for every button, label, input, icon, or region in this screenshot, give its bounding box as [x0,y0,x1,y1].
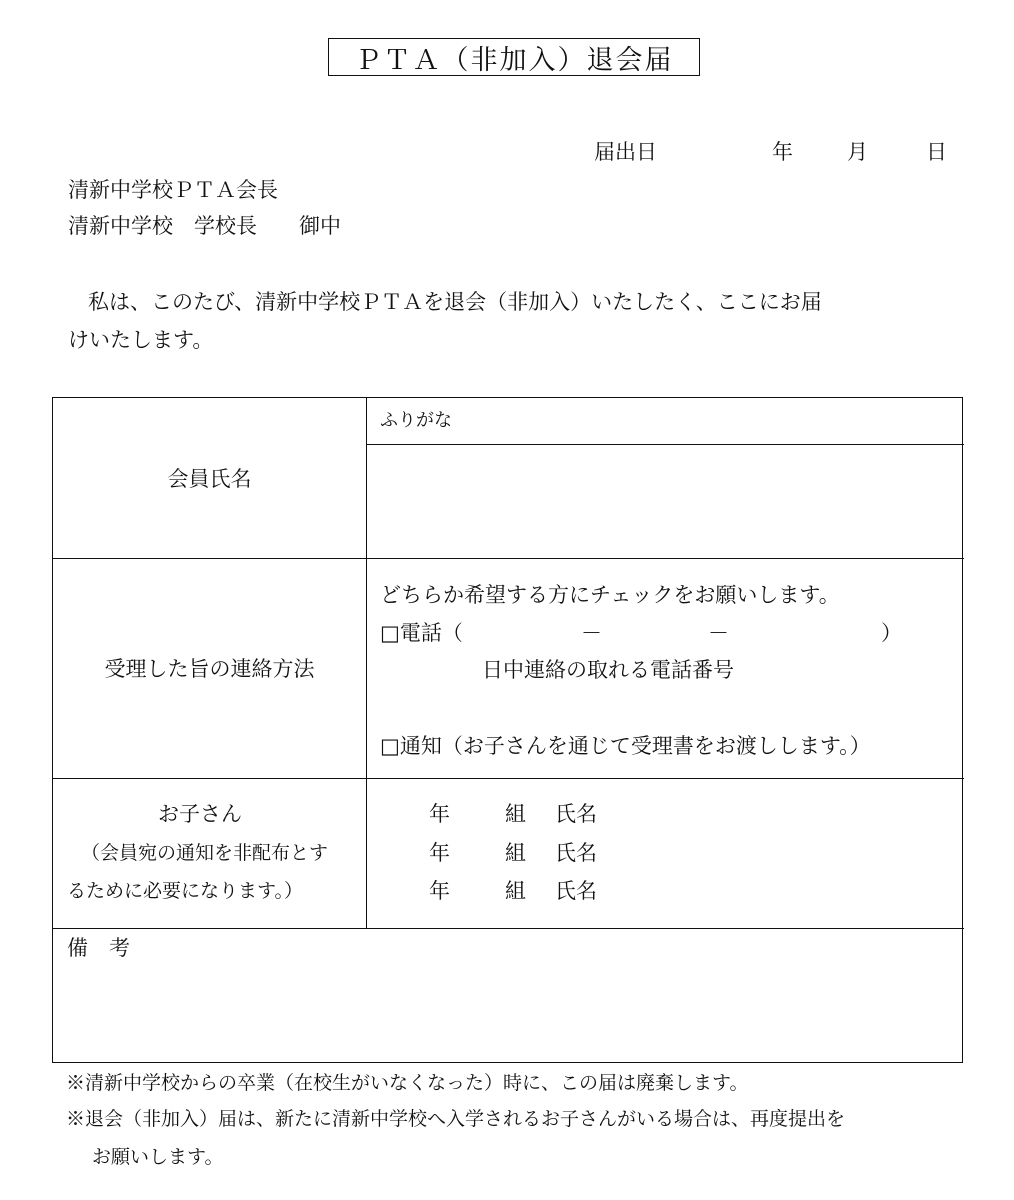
phone-close-paren: ） [881,621,902,645]
furigana-divider [366,444,964,445]
child-2-class-label: 組 [505,841,526,865]
date-month-label: 月 [847,140,868,164]
body-text-line-2: けいたします。 [68,328,214,352]
addressee-principal: 清新中学校 学校長 御中 [68,214,341,238]
furigana-label: ふりがな [380,410,452,431]
children-note-line-1: （会員宛の通知を非配布とす [81,842,329,864]
row-divider-3 [53,928,964,929]
furigana-field[interactable] [368,398,962,443]
document-title: ＰＴＡ（非加入）退会届 [328,38,700,76]
phone-dash-2: － [708,621,729,645]
contact-instruction: どちらか希望する方にチェックをお願いします。 [380,583,840,607]
date-label: 届出日 [594,140,657,164]
form-table [52,397,963,1063]
footnote-1: ※清新中学校からの卒業（在校生がいなくなった）時に、この届は廃棄します。 [66,1072,749,1094]
child-3-class-label: 組 [505,879,526,903]
phone-option-checkbox[interactable]: □電話（ [380,621,463,645]
footnote-2-line-1: ※退会（非加入）届は、新たに清新中学校へ入学されるお子さんがいる場合は、再度提出を [66,1108,846,1130]
submission-date [594,142,964,168]
member-name-field[interactable] [368,446,962,556]
addressee-pta-chair: 清新中学校ＰＴＡ会長 [68,178,278,202]
contact-method-label-cell [53,558,366,778]
contact-method-label: 受理した旨の連絡方法 [104,657,315,681]
notice-option-checkbox[interactable]: □通知（お子さんを通じて受理書をお渡しします。） [380,734,871,758]
member-name-label: 会員氏名 [167,467,252,491]
children-label: お子さん [158,802,242,826]
body-text-line-1: 私は、このたび、清新中学校ＰＴＡを退会（非加入）いたしたく、ここにお届 [88,290,822,314]
child-2-name-label: 氏名 [555,841,597,865]
child-1-name-label: 氏名 [555,802,597,826]
date-year-label: 年 [772,140,793,164]
children-note-line-2: るために必要になります。） [67,880,303,902]
child-3-name-label: 氏名 [555,879,597,903]
phone-note: 日中連絡の取れる電話番号 [482,658,734,682]
remarks-field[interactable] [55,970,960,1060]
child-1-class-label: 組 [505,802,526,826]
column-divider [366,398,367,928]
remarks-label: 備 考 [67,936,130,960]
phone-number-field[interactable] [483,620,873,648]
child-2-year-label: 年 [429,841,450,865]
date-day-label: 日 [926,140,947,164]
phone-dash-1: － [581,621,602,645]
footnote-2-line-2: お願いします。 [92,1146,224,1168]
row-divider-2 [53,778,964,779]
child-1-year-label: 年 [429,802,450,826]
member-name-label-cell [53,398,366,558]
child-3-year-label: 年 [429,879,450,903]
